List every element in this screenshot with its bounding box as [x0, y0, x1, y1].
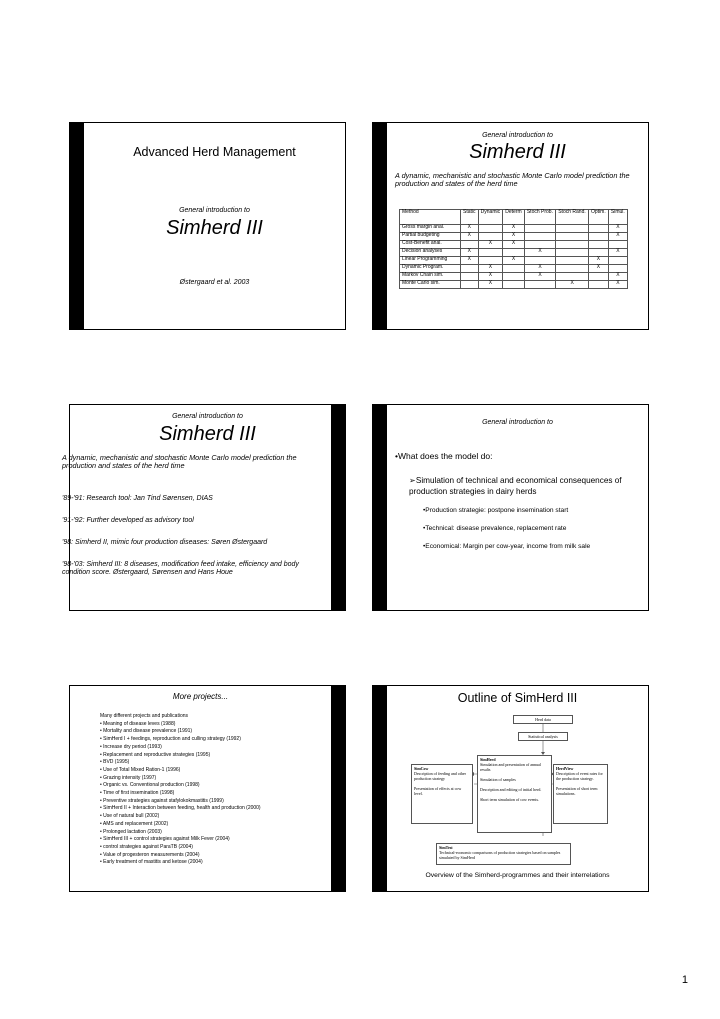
project-item: • Increase dry period (1993)	[100, 743, 162, 750]
slide-point: ➢Simulation of technical and economical consequences of production strategies in dairy herds	[409, 476, 622, 496]
table-cell: X	[478, 273, 503, 281]
slide-title: Advanced Herd Management	[133, 145, 296, 159]
project-item: • control strategies against ParaTB (2004)	[100, 843, 193, 850]
simcow-line: Presentation of effects at cow level.	[414, 786, 462, 796]
project-intro: Many different projects and publications	[100, 713, 189, 719]
slide-subtitle: General introduction to	[179, 207, 250, 214]
table-header-cell: Stoch Rand.	[556, 210, 589, 225]
slide-accent-bar	[373, 405, 387, 610]
table-cell	[556, 265, 589, 273]
table-cell: X	[608, 273, 627, 281]
table-cell: X	[524, 273, 555, 281]
table-cell: X	[503, 257, 525, 265]
table-row-label: Decision analyses	[400, 249, 461, 257]
detail-item: •Economical: Margin per cow-year, income from milk sale	[423, 543, 591, 550]
project-item: • Meaning of disease leves (1988)	[100, 720, 176, 727]
project-item: • Use of natural bull (2002)	[100, 813, 160, 820]
project-item: • Prolonged lactation (2003)	[100, 828, 162, 835]
slide-subtitle: General introduction to	[172, 413, 243, 420]
table-cell: X	[478, 241, 503, 249]
detail-item: •Production strategie: postpone insemination start	[423, 507, 569, 514]
project-item: • Mortality and disease prevalence (1991)	[100, 728, 193, 735]
herdview-box	[553, 764, 608, 824]
project-list	[100, 713, 340, 867]
table-cell	[589, 233, 609, 241]
slide-accent-bar	[331, 686, 345, 891]
slide-main-title: Simherd III	[159, 423, 256, 445]
herdview-line: Presentation of short term simulations.	[556, 786, 598, 796]
table-cell	[556, 225, 589, 233]
simherd-line: Simulation and presentation of annual results	[480, 762, 541, 772]
table-cell: X	[461, 233, 479, 241]
table-header-cell: Stoch Prob.	[524, 210, 555, 225]
table-cell	[503, 281, 525, 289]
table-cell	[478, 249, 503, 257]
table-header-row	[400, 210, 628, 225]
table-cell: X	[589, 265, 609, 273]
table-cell: X	[503, 233, 525, 241]
slide-main-title: Simherd III	[166, 217, 263, 239]
table-cell	[608, 257, 627, 265]
table-cell	[503, 265, 525, 273]
slide-title: Outline of SimHerd III	[457, 691, 578, 705]
slide-author: Østergaard et al. 2003	[179, 279, 250, 286]
slide-accent-bar	[373, 123, 387, 329]
slide-3	[62, 404, 346, 611]
project-item: • Early treatment of mastitis and ketose (2004)	[100, 859, 203, 866]
method-comparison-table	[399, 209, 628, 289]
slide-accent-bar	[331, 405, 345, 610]
table-cell: X	[524, 265, 555, 273]
table-cell	[556, 249, 589, 257]
table-cell: X	[556, 281, 589, 289]
simcow-title: SimCow	[414, 766, 429, 771]
simherd-line: Simulation of samples	[480, 777, 516, 782]
project-item: • Replacement and reproductive strategies (1995)	[100, 751, 211, 758]
table-cell: X	[461, 257, 479, 265]
table-row-label: Cost-Benefit anal.	[400, 241, 461, 249]
slide-accent-bar	[70, 123, 84, 329]
project-item: • Use of Total Mixed Ration-1 (1996)	[100, 766, 181, 773]
table-header-cell: Static	[461, 210, 479, 225]
table-cell: X	[478, 281, 503, 289]
simherd-title: SimHerd	[480, 757, 496, 762]
table-cell	[461, 265, 479, 273]
table-row-label: Markov Chain sim.	[400, 273, 461, 281]
project-item: • Preventive strategies against stafylokokmastitis (1999)	[100, 797, 224, 804]
table-header-cell: Method	[400, 210, 461, 225]
history-item: '98: Simherd II, mimic four production diseases: Søren Østergaard	[62, 539, 268, 546]
table-row-label: Linear Programming	[400, 257, 461, 265]
table-row-label: Dynamic Program.	[400, 265, 461, 273]
project-item: • SimHerd III + control strategies against Milk Fever (2004)	[100, 836, 230, 843]
slide-description: A dynamic, mechanistic and stochastic Monte Carlo model prediction the production and states of the herd time	[62, 453, 297, 470]
project-item: • Time of first insemination (1998)	[100, 790, 175, 797]
table-cell	[524, 281, 555, 289]
project-item: • Grazing intensity (1997)	[100, 774, 157, 781]
history-list	[62, 495, 310, 577]
table-cell: X	[461, 225, 479, 233]
simcow-box	[411, 764, 473, 824]
table-cell	[589, 273, 609, 281]
project-item: • SimHerd II + Interaction between feeding, health and production (2000)	[100, 805, 261, 812]
simherd-line: Description and editing of initial herd.	[480, 787, 542, 792]
simtest-text: Technical-economic comparisons of production strategies based on samples simulated by SimHerd	[439, 850, 561, 860]
table-cell: X	[589, 257, 609, 265]
table-cell	[524, 225, 555, 233]
table-header-cell: Simul.	[608, 210, 627, 225]
simtest-box	[436, 843, 571, 865]
table-cell: X	[608, 225, 627, 233]
history-item: '91-'92: Further developed as advisory tool	[62, 517, 194, 524]
table-cell: X	[608, 281, 627, 289]
slide-title: More projects...	[172, 692, 229, 701]
herdview-title: HerdView	[556, 766, 574, 771]
table-cell: X	[461, 249, 479, 257]
table-row	[400, 281, 628, 289]
table-row-label: Partial budgeting	[400, 233, 461, 241]
table-cell: X	[503, 225, 525, 233]
page-number: 1	[681, 974, 688, 986]
slide-description: A dynamic, mechanistic and stochastic Monte Carlo model prediction the production and states of the herd time	[395, 171, 630, 188]
project-item: • AMS and replacement (2002)	[100, 820, 169, 827]
table-cell	[478, 225, 503, 233]
slide-1	[69, 122, 346, 330]
detail-list	[423, 507, 590, 550]
table-cell	[556, 257, 589, 265]
table-cell	[556, 241, 589, 249]
table-row-label: Monte Carlo sim.	[400, 281, 461, 289]
simherd-box	[477, 755, 552, 833]
slide-2	[372, 122, 649, 330]
slide-question: •What does the model do:	[395, 451, 493, 461]
simherd-line: Short term simulation of cow events.	[480, 797, 540, 802]
project-item: • Value of progesteron measurements (2004)	[100, 851, 200, 858]
history-item: '89-'91: Research tool: Jan Tind Sørensen, DIAS	[62, 495, 213, 502]
history-item: '98-'03: Simherd III: 8 diseases, modification feed intake, efficiency and body condition score. Østergaard, Sørensen and Hans Houe	[62, 561, 299, 576]
table-cell: X	[524, 249, 555, 257]
table-header-cell: Optim.	[589, 210, 609, 225]
detail-item: •Technical: disease prevalence, replacement rate	[423, 525, 567, 532]
diagram-caption: Overview of the Simherd-programmes and their interrelations	[425, 872, 610, 879]
simtest-title: SimTest	[439, 845, 453, 850]
herd-data-box: Herd data	[513, 715, 573, 724]
table-cell: X	[503, 241, 525, 249]
table-cell: X	[608, 249, 627, 257]
table-header-cell: Determ	[503, 210, 525, 225]
table-cell	[589, 225, 609, 233]
table-cell	[589, 281, 609, 289]
simcow-line: Description of feeding and other production strategy	[414, 771, 466, 781]
table-row-label: Gross margin anal.	[400, 225, 461, 233]
slide-subtitle: General introduction to	[482, 132, 553, 139]
table-cell	[524, 233, 555, 241]
table-cell	[461, 281, 479, 289]
table-cell	[461, 273, 479, 281]
project-items	[100, 721, 340, 867]
table-cell	[503, 273, 525, 281]
project-item: • Organic vs. Conventional production (1998)	[100, 782, 200, 789]
herdview-line: Description of event rates for the production strategy.	[556, 771, 603, 781]
table-header-cell: Dynamic	[478, 210, 503, 225]
project-item: • BVD (1995)	[100, 759, 130, 766]
project-item: • SimHerd I + feedings, reproduction and culling strategy (1992)	[100, 736, 241, 743]
table-cell: X	[478, 265, 503, 273]
slide-subtitle: General introduction to	[482, 419, 553, 426]
table-cell	[556, 233, 589, 241]
statistical-analysis-box: Statistical analysis	[518, 732, 568, 741]
slide-4	[372, 404, 649, 611]
table-cell: X	[608, 233, 627, 241]
table-cell	[589, 241, 609, 249]
slide-5	[69, 685, 346, 892]
slide-6	[372, 685, 649, 892]
slide-main-title: Simherd III	[469, 141, 566, 163]
